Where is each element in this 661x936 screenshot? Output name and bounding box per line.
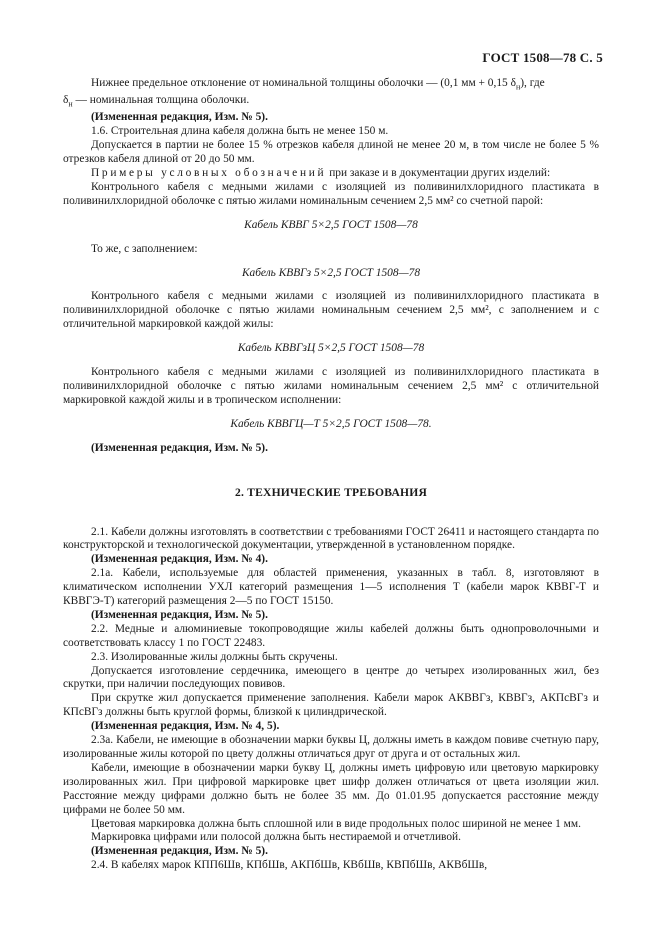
paragraph-2-3-core: Допускается изготовление сердечника, имеющего в центре до четырех изолированных жил, без скрутки, при наличии последующих повивов. xyxy=(63,664,599,691)
paragraph-2-3: 2.3. Изолированные жилы должны быть скручены. xyxy=(91,650,338,663)
edition-note: (Измененная редакция, Изм. № 5). xyxy=(91,845,268,858)
example-3-designation: Кабель КВВГзЦ 5×2,5 ГОСТ 1508—78 xyxy=(237,342,425,355)
paragraph-thickness-deviation: Нижнее предельное отклонение от номинальной толщины оболочки — (0,1 мм + 0,15 $\delta_н$), где xyxy=(91,77,545,92)
example-3-description: Контрольного кабеля с медными жилами с изоляцией из поливинилхлоридного пластиката в поливинилхлоридной оболочке с пятью жилами номинальным сечением 2,5 мм², с заполнением и с отличительной маркировкой каждой жилы: xyxy=(63,290,599,331)
paragraph-2-3a: 2.3а. Кабели, не имеющие в обозначении марки буквы Ц, должны иметь в каждом повиве счетную пару, изолированные жилы которой по цвету должны отличаться друг от друга и от остальных жил. xyxy=(63,734,599,760)
paragraph-thickness-definition: $\delta_н$ — номинальная толщина оболочки. xyxy=(63,94,250,109)
example-2-description: То же, с заполнением: xyxy=(91,242,198,255)
paragraph-2-3a-color: Цветовая маркировка должна быть сплошной или в виде продольных полос шириной не менее 1 мм. xyxy=(91,817,581,830)
page-header: ГОСТ 1508—78 С. 5 xyxy=(482,50,603,65)
example-2-designation: Кабель КВВГз 5×2,5 ГОСТ 1508—78 xyxy=(241,266,421,279)
paragraph-1-6: 1.6. Строительная длина кабеля должна быть не менее 150 м. xyxy=(91,125,389,138)
example-1-description: Контрольного кабеля с медными жилами с изоляцией из поливинилхлоридного пластиката в поливинилхлоридной оболочке с пятью жилами номинальным сечением 2,5 мм² со счетной парой: xyxy=(63,180,599,207)
edition-note: (Измененная редакция, Изм. № 5). xyxy=(91,111,268,124)
paragraph-2-3a-durability: Маркировка цифрами или полосой должна быть нестираемой и отчетливой. xyxy=(91,831,461,844)
edition-note: (Измененная редакция, Изм. № 4, 5). xyxy=(91,720,280,733)
edition-note: (Измененная редакция, Изм. № 4). xyxy=(91,553,268,566)
paragraph-2-3-filling: При скрутке жил допускается применение заполнения. Кабели марок АКВВГз, КВВГз, АКПсВГз и КПсВГз должны быть круглой формы, близкой к цилиндрической. xyxy=(63,692,599,719)
paragraph-1-6-allowance: Допускается в партии не более 15 % отрезков кабеля длиной не менее 20 м, в том числе не более 5 % отрезков кабеля длиной от 20 до 50 мм. xyxy=(63,139,599,166)
paragraph-2-1a: 2.1а. Кабели, используемые для областей применения, указанных в табл. 8, изготовляют в климатическом исполнении УХЛ категорий размещения 1—5 исполнения Т (кабели марок КВВГ-Т и КВВГЭ-Т) категорий размещения 2—5 по ГОСТ 15150. xyxy=(63,567,599,608)
paragraph-2-2: 2.2. Медные и алюминиевые токопроводящие жилы кабелей должны быть однопроволочными и соответствовать классу 1 по ГОСТ 22483. xyxy=(63,622,599,649)
example-1-designation: Кабель КВВГ 5×2,5 ГОСТ 1508—78 xyxy=(244,218,418,231)
paragraph-examples-heading: Примеры условных обозначений при заказе и в документации других изделий: xyxy=(91,167,551,179)
edition-note: (Измененная редакция, Изм. № 5). xyxy=(91,608,268,621)
section-title: 2. ТЕХНИЧЕСКИЕ ТРЕБОВАНИЯ xyxy=(234,485,428,499)
paragraph-2-1: 2.1. Кабели должны изготовлять в соответствии с требованиями ГОСТ 26411 и настоящего стандарта по конструкторской и технологической документации, утвержденной в установленном порядке. xyxy=(63,525,599,552)
edition-note: (Измененная редакция, Изм. № 5). xyxy=(91,441,268,454)
document-body xyxy=(63,77,599,873)
paragraph-2-3a-marking: Кабели, имеющие в обозначении марки букву Ц, должны иметь цифровую или цветовую маркировку изолированных жил. При цифровой маркировке цвет шифр должен отличаться от цвета изоляции жил. Расстояние между цифрами должно быть не более 35 мм. До 01.01.95 допускается расстояние между цифрами не более 50 мм. xyxy=(63,761,599,816)
paragraph-2-4: 2.4. В кабелях марок КПП6Шв, КПбШв, АКПбШв, КВбШв, КВПбШв, АКВбШв, xyxy=(91,859,488,872)
example-4-designation: Кабель КВВГЦ—Т 5×2,5 ГОСТ 1508—78. xyxy=(230,417,432,430)
example-4-description: Контрольного кабеля с медными жилами с изоляцией из поливинилхлоридного пластиката в поливинилхлоридной оболочке с пятью жилами номинальным сечением 2,5 мм² с отличительной маркировкой каждой жилы и в тропическом исполнении: xyxy=(63,366,599,406)
